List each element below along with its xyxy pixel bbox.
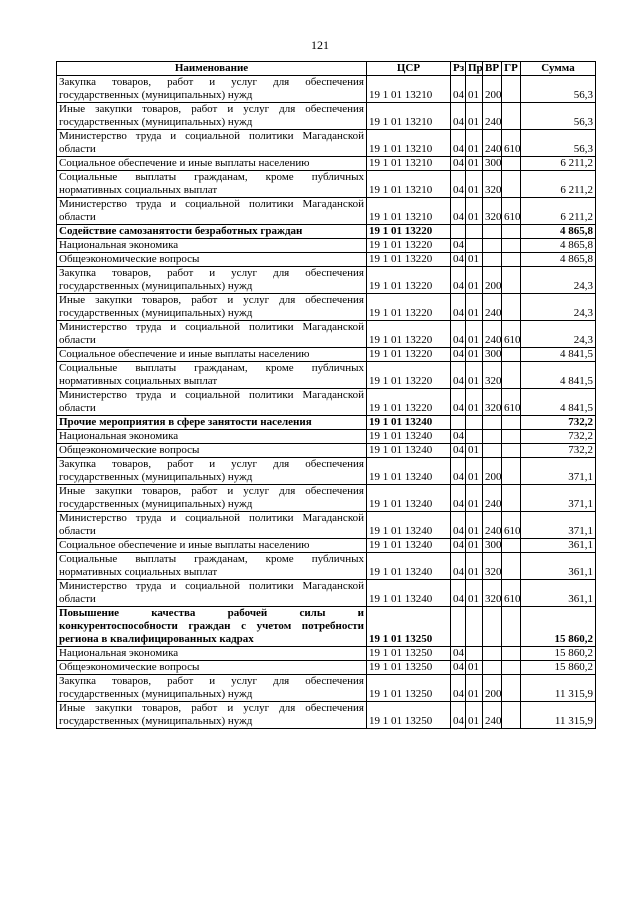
cell-gr: 610 — [502, 198, 521, 225]
cell-sum: 361,1 — [521, 580, 596, 607]
cell-pr: 01 — [466, 76, 483, 103]
cell-pr: 01 — [466, 348, 483, 362]
cell-vr: 300 — [483, 348, 502, 362]
table-row — [57, 103, 596, 130]
cell-pr: 01 — [466, 294, 483, 321]
cell-rz: 04 — [451, 389, 466, 416]
cell-gr — [502, 553, 521, 580]
table-row — [57, 675, 596, 702]
cell-name: Министерство труда и социальной политики Магаданской области — [57, 130, 367, 157]
cell-gr — [502, 458, 521, 485]
cell-sum: 4 865,8 — [521, 253, 596, 267]
cell-csr: 19 1 01 13250 — [367, 702, 451, 729]
cell-sum: 24,3 — [521, 267, 596, 294]
cell-rz: 04 — [451, 661, 466, 675]
cell-rz: 04 — [451, 458, 466, 485]
cell-csr: 19 1 01 13210 — [367, 130, 451, 157]
cell-pr: 01 — [466, 103, 483, 130]
cell-sum: 361,1 — [521, 553, 596, 580]
cell-rz: 04 — [451, 130, 466, 157]
page-number: 121 — [311, 38, 329, 52]
cell-rz: 04 — [451, 198, 466, 225]
cell-rz: 04 — [451, 239, 466, 253]
cell-sum: 6 211,2 — [521, 198, 596, 225]
table-row — [57, 389, 596, 416]
cell-pr — [466, 647, 483, 661]
table-row — [57, 171, 596, 198]
table-row — [57, 458, 596, 485]
cell-sum: 15 860,2 — [521, 607, 596, 647]
cell-gr — [502, 225, 521, 239]
cell-rz — [451, 416, 466, 430]
table-row — [57, 294, 596, 321]
cell-name: Иные закупки товаров, работ и услуг для обеспечения государственных (муниципальных) нужд — [57, 702, 367, 729]
cell-csr: 19 1 01 13240 — [367, 430, 451, 444]
cell-vr: 300 — [483, 157, 502, 171]
cell-csr: 19 1 01 13250 — [367, 675, 451, 702]
cell-pr — [466, 430, 483, 444]
cell-rz — [451, 607, 466, 647]
cell-rz: 04 — [451, 321, 466, 348]
table-row — [57, 430, 596, 444]
cell-pr: 01 — [466, 253, 483, 267]
cell-vr: 320 — [483, 171, 502, 198]
cell-csr: 19 1 01 13210 — [367, 76, 451, 103]
cell-gr: 610 — [502, 512, 521, 539]
cell-vr: 320 — [483, 580, 502, 607]
cell-csr: 19 1 01 13220 — [367, 321, 451, 348]
cell-rz: 04 — [451, 553, 466, 580]
cell-pr: 01 — [466, 389, 483, 416]
cell-csr: 19 1 01 13220 — [367, 225, 451, 239]
cell-pr: 01 — [466, 458, 483, 485]
cell-pr: 01 — [466, 267, 483, 294]
cell-rz: 04 — [451, 362, 466, 389]
header-sum: Сумма — [521, 62, 596, 76]
cell-csr: 19 1 01 13250 — [367, 661, 451, 675]
cell-rz: 04 — [451, 539, 466, 553]
cell-pr: 01 — [466, 580, 483, 607]
cell-sum: 4 865,8 — [521, 225, 596, 239]
cell-gr — [502, 348, 521, 362]
cell-name: Национальная экономика — [57, 239, 367, 253]
cell-name: Повышение качества рабочей силы и конкурентоспособности граждан с учетом потребности региона в квалифицированных кадрах — [57, 607, 367, 647]
table-row — [57, 157, 596, 171]
cell-sum: 15 860,2 — [521, 647, 596, 661]
cell-rz: 04 — [451, 294, 466, 321]
cell-rz: 04 — [451, 702, 466, 729]
cell-name: Общеэкономические вопросы — [57, 444, 367, 458]
cell-vr: 200 — [483, 458, 502, 485]
cell-name: Закупка товаров, работ и услуг для обеспечения государственных (муниципальных) нужд — [57, 76, 367, 103]
cell-vr: 320 — [483, 553, 502, 580]
cell-name: Министерство труда и социальной политики Магаданской области — [57, 389, 367, 416]
cell-vr — [483, 416, 502, 430]
cell-pr: 01 — [466, 553, 483, 580]
cell-csr: 19 1 01 13240 — [367, 458, 451, 485]
cell-gr — [502, 103, 521, 130]
cell-rz: 04 — [451, 430, 466, 444]
cell-vr — [483, 444, 502, 458]
table-row — [57, 362, 596, 389]
table-row — [57, 130, 596, 157]
cell-vr: 200 — [483, 76, 502, 103]
cell-pr — [466, 239, 483, 253]
cell-csr: 19 1 01 13240 — [367, 580, 451, 607]
cell-sum: 371,1 — [521, 485, 596, 512]
cell-sum: 732,2 — [521, 416, 596, 430]
cell-csr: 19 1 01 13250 — [367, 647, 451, 661]
cell-gr — [502, 430, 521, 444]
table-row — [57, 416, 596, 430]
cell-vr — [483, 239, 502, 253]
cell-sum: 4 841,5 — [521, 362, 596, 389]
cell-sum: 56,3 — [521, 130, 596, 157]
cell-name: Закупка товаров, работ и услуг для обеспечения государственных (муниципальных) нужд — [57, 267, 367, 294]
table-row — [57, 267, 596, 294]
cell-pr: 01 — [466, 444, 483, 458]
cell-vr: 240 — [483, 103, 502, 130]
cell-name: Содействие самозанятости безработных граждан — [57, 225, 367, 239]
cell-csr: 19 1 01 13240 — [367, 485, 451, 512]
cell-gr — [502, 539, 521, 553]
cell-name: Социальное обеспечение и иные выплаты населению — [57, 157, 367, 171]
cell-gr — [502, 702, 521, 729]
table-row — [57, 239, 596, 253]
cell-gr — [502, 675, 521, 702]
header-vr: ВР — [483, 62, 502, 76]
budget-table — [56, 61, 596, 729]
cell-sum: 11 315,9 — [521, 675, 596, 702]
cell-rz: 04 — [451, 171, 466, 198]
cell-gr — [502, 416, 521, 430]
cell-name: Социальные выплаты гражданам, кроме публичных нормативных социальных выплат — [57, 171, 367, 198]
cell-gr: 610 — [502, 580, 521, 607]
cell-csr: 19 1 01 13220 — [367, 389, 451, 416]
cell-vr — [483, 607, 502, 647]
cell-sum: 24,3 — [521, 321, 596, 348]
table-row — [57, 702, 596, 729]
header-gr: ГР — [502, 62, 521, 76]
table-row — [57, 485, 596, 512]
cell-csr: 19 1 01 13220 — [367, 362, 451, 389]
cell-sum: 732,2 — [521, 444, 596, 458]
cell-csr: 19 1 01 13210 — [367, 198, 451, 225]
table-row — [57, 321, 596, 348]
cell-name: Прочие мероприятия в сфере занятости населения — [57, 416, 367, 430]
cell-vr: 200 — [483, 267, 502, 294]
cell-sum: 24,3 — [521, 294, 596, 321]
cell-vr: 240 — [483, 702, 502, 729]
table-row — [57, 553, 596, 580]
cell-vr — [483, 661, 502, 675]
cell-vr: 240 — [483, 512, 502, 539]
cell-gr — [502, 157, 521, 171]
table-row — [57, 198, 596, 225]
cell-pr: 01 — [466, 485, 483, 512]
cell-name: Министерство труда и социальной политики Магаданской области — [57, 198, 367, 225]
table-row — [57, 661, 596, 675]
cell-rz: 04 — [451, 444, 466, 458]
table-row — [57, 76, 596, 103]
cell-vr — [483, 647, 502, 661]
header-name: Наименование — [57, 62, 367, 76]
cell-gr — [502, 294, 521, 321]
cell-gr — [502, 239, 521, 253]
cell-sum: 371,1 — [521, 512, 596, 539]
table-header-row — [57, 62, 596, 76]
cell-rz: 04 — [451, 512, 466, 539]
table-row — [57, 225, 596, 239]
cell-sum: 4 865,8 — [521, 239, 596, 253]
cell-sum: 361,1 — [521, 539, 596, 553]
cell-csr: 19 1 01 13210 — [367, 171, 451, 198]
cell-csr: 19 1 01 13250 — [367, 607, 451, 647]
cell-rz: 04 — [451, 580, 466, 607]
cell-vr — [483, 430, 502, 444]
cell-csr: 19 1 01 13240 — [367, 444, 451, 458]
cell-pr: 01 — [466, 661, 483, 675]
cell-name: Министерство труда и социальной политики Магаданской области — [57, 321, 367, 348]
cell-gr — [502, 362, 521, 389]
table-row — [57, 444, 596, 458]
cell-pr — [466, 416, 483, 430]
cell-gr — [502, 607, 521, 647]
cell-sum: 6 211,2 — [521, 157, 596, 171]
cell-name: Закупка товаров, работ и услуг для обеспечения государственных (муниципальных) нужд — [57, 675, 367, 702]
cell-rz: 04 — [451, 267, 466, 294]
cell-vr: 300 — [483, 539, 502, 553]
cell-vr: 240 — [483, 294, 502, 321]
cell-rz: 04 — [451, 157, 466, 171]
table-row — [57, 348, 596, 362]
cell-gr — [502, 661, 521, 675]
table-row — [57, 607, 596, 647]
cell-sum: 4 841,5 — [521, 348, 596, 362]
cell-csr: 19 1 01 13220 — [367, 348, 451, 362]
table-row — [57, 253, 596, 267]
cell-csr: 19 1 01 13210 — [367, 157, 451, 171]
cell-sum: 15 860,2 — [521, 661, 596, 675]
cell-gr — [502, 76, 521, 103]
cell-vr: 240 — [483, 130, 502, 157]
cell-rz: 04 — [451, 348, 466, 362]
cell-sum: 732,2 — [521, 430, 596, 444]
cell-csr: 19 1 01 13240 — [367, 512, 451, 539]
cell-csr: 19 1 01 13220 — [367, 294, 451, 321]
cell-sum: 56,3 — [521, 103, 596, 130]
cell-csr: 19 1 01 13220 — [367, 267, 451, 294]
cell-rz: 04 — [451, 675, 466, 702]
cell-gr — [502, 171, 521, 198]
cell-vr — [483, 253, 502, 267]
cell-vr: 320 — [483, 362, 502, 389]
cell-pr: 01 — [466, 675, 483, 702]
cell-name: Иные закупки товаров, работ и услуг для обеспечения государственных (муниципальных) нужд — [57, 103, 367, 130]
cell-csr: 19 1 01 13220 — [367, 239, 451, 253]
cell-csr: 19 1 01 13220 — [367, 253, 451, 267]
cell-name: Общеэкономические вопросы — [57, 253, 367, 267]
cell-vr: 240 — [483, 485, 502, 512]
cell-sum: 56,3 — [521, 76, 596, 103]
cell-name: Министерство труда и социальной политики Магаданской области — [57, 580, 367, 607]
cell-name: Национальная экономика — [57, 430, 367, 444]
cell-gr: 610 — [502, 389, 521, 416]
cell-sum: 371,1 — [521, 458, 596, 485]
cell-rz: 04 — [451, 103, 466, 130]
cell-pr — [466, 607, 483, 647]
cell-name: Общеэкономические вопросы — [57, 661, 367, 675]
cell-rz: 04 — [451, 647, 466, 661]
table-row — [57, 580, 596, 607]
cell-name: Социальное обеспечение и иные выплаты населению — [57, 348, 367, 362]
cell-vr: 320 — [483, 389, 502, 416]
cell-name: Иные закупки товаров, работ и услуг для обеспечения государственных (муниципальных) нужд — [57, 485, 367, 512]
table-row — [57, 512, 596, 539]
cell-gr: 610 — [502, 130, 521, 157]
cell-rz: 04 — [451, 253, 466, 267]
cell-pr: 01 — [466, 321, 483, 348]
cell-vr: 240 — [483, 321, 502, 348]
cell-pr: 01 — [466, 702, 483, 729]
cell-sum: 11 315,9 — [521, 702, 596, 729]
cell-pr: 01 — [466, 130, 483, 157]
cell-csr: 19 1 01 13240 — [367, 553, 451, 580]
cell-name: Министерство труда и социальной политики Магаданской области — [57, 512, 367, 539]
cell-rz — [451, 225, 466, 239]
cell-gr — [502, 485, 521, 512]
cell-rz: 04 — [451, 76, 466, 103]
cell-gr — [502, 444, 521, 458]
cell-rz: 04 — [451, 485, 466, 512]
cell-pr — [466, 225, 483, 239]
cell-gr: 610 — [502, 321, 521, 348]
cell-csr: 19 1 01 13210 — [367, 103, 451, 130]
cell-sum: 6 211,2 — [521, 171, 596, 198]
cell-vr — [483, 225, 502, 239]
cell-pr: 01 — [466, 171, 483, 198]
cell-name: Закупка товаров, работ и услуг для обеспечения государственных (муниципальных) нужд — [57, 458, 367, 485]
cell-name: Национальная экономика — [57, 647, 367, 661]
cell-gr — [502, 267, 521, 294]
cell-pr: 01 — [466, 198, 483, 225]
cell-csr: 19 1 01 13240 — [367, 539, 451, 553]
cell-vr: 320 — [483, 198, 502, 225]
table-row — [57, 539, 596, 553]
cell-vr: 200 — [483, 675, 502, 702]
cell-gr — [502, 647, 521, 661]
cell-pr: 01 — [466, 539, 483, 553]
table-row — [57, 647, 596, 661]
cell-sum: 4 841,5 — [521, 389, 596, 416]
cell-pr: 01 — [466, 157, 483, 171]
cell-gr — [502, 253, 521, 267]
cell-csr: 19 1 01 13240 — [367, 416, 451, 430]
header-csr: ЦСР — [367, 62, 451, 76]
cell-name: Социальные выплаты гражданам, кроме публичных нормативных социальных выплат — [57, 553, 367, 580]
cell-pr: 01 — [466, 512, 483, 539]
cell-name: Социальные выплаты гражданам, кроме публичных нормативных социальных выплат — [57, 362, 367, 389]
header-pr: Пр — [466, 62, 483, 76]
cell-name: Социальное обеспечение и иные выплаты населению — [57, 539, 367, 553]
header-rz: Рз — [451, 62, 466, 76]
cell-pr: 01 — [466, 362, 483, 389]
cell-name: Иные закупки товаров, работ и услуг для обеспечения государственных (муниципальных) нужд — [57, 294, 367, 321]
